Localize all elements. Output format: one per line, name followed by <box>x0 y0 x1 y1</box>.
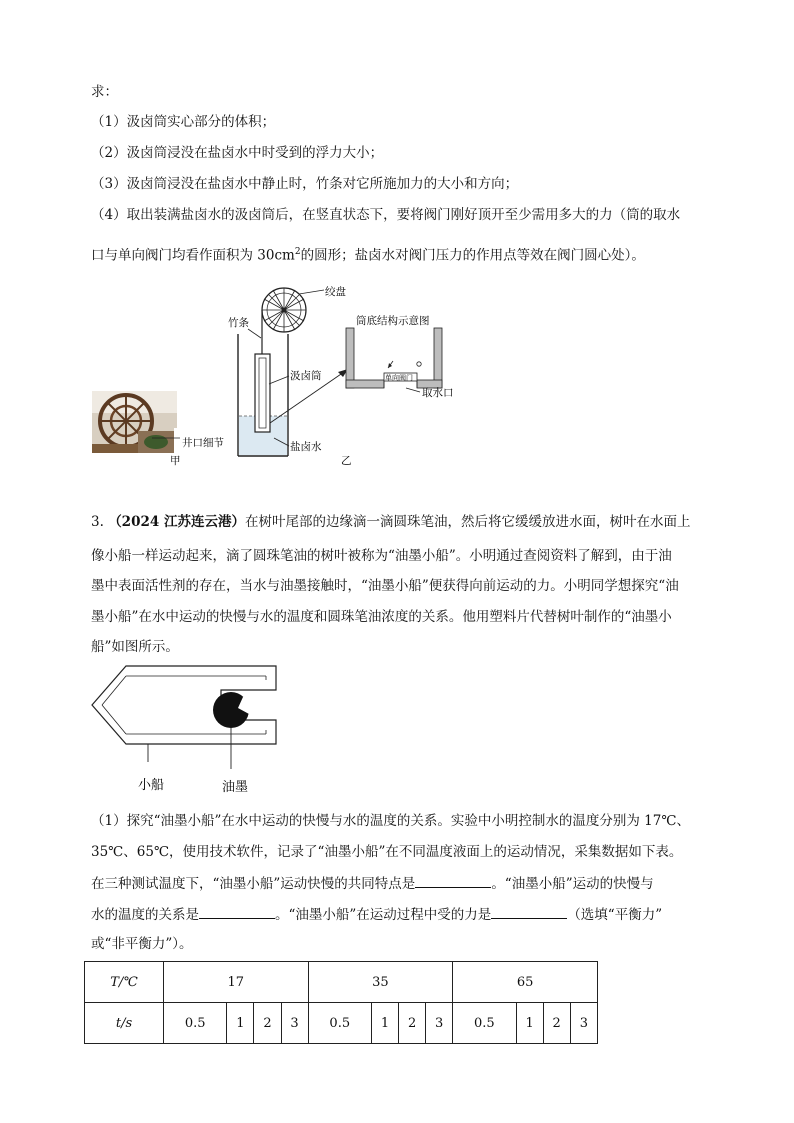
label-well-detail: 井口细节 <box>182 437 224 449</box>
answer-blank-2[interactable] <box>199 904 275 919</box>
q3-source: （2024 江苏连云港） <box>108 514 245 530</box>
table-cell-time: 0.5 <box>453 1003 516 1044</box>
table-cell-temp: 65 <box>453 962 598 1003</box>
q2-intro: 求： <box>91 84 118 100</box>
table-header-temp: T/℃ <box>85 962 164 1003</box>
table-header-time: t/s <box>85 1003 164 1044</box>
table-cell-time: 1 <box>371 1003 398 1044</box>
well-shaft <box>238 334 288 456</box>
q3-1-line-4: 水的温度的关系是 。“油墨小船”在运动过程中受的力是 （选填“平衡力” <box>91 904 662 925</box>
q2-item-4-continued: 口与单向阀门均看作面积为 $30cm^2$的圆形；盐卤水对阀门压力的作用点等效在阀门圆心处）。 <box>91 247 645 264</box>
figure-well-apparatus <box>88 276 468 468</box>
q3-line-3: 墨中表面活性剂的存在，当水与油墨接触时，“油墨小船”便获得向前运动的力。小明同学想探究“油 <box>91 578 679 594</box>
winch-drawing <box>262 288 306 332</box>
q2-item-1: （1）汲卤筒实心部分的体积； <box>91 114 276 130</box>
label-inlet: 取水口 <box>422 387 454 399</box>
label-yi: 乙 <box>341 455 352 467</box>
q2-item-4: （4）取出装满盐卤水的汲卤筒后，在竖直状态下，要将阀门刚好顶开至少需用多大的力（筒的取水 <box>91 207 681 223</box>
q3-line-5: 船”如图所示。 <box>91 639 179 655</box>
label-ink: 油墨 <box>222 780 249 795</box>
table-cell-time: 1 <box>227 1003 254 1044</box>
table-cell-temp: 17 <box>164 962 309 1003</box>
label-jia: 甲 <box>170 455 181 467</box>
answer-blank-3[interactable] <box>491 904 567 919</box>
q3-1-line-2: 35℃、65℃，使用技术软件，记录了“油墨小船”在不同温度液面上的运动情况，采集数据如下表。 <box>91 844 683 860</box>
table-cell-time: 2 <box>399 1003 426 1044</box>
label-winch: 绞盘 <box>325 286 346 298</box>
q3-1-line-5: 或“非平衡力”）。 <box>91 936 193 952</box>
figure-ink-boat <box>88 664 318 798</box>
q3-1-line-3: 在三种测试温度下，“油墨小船”运动快慢的共同特点是 。“油墨小船”运动的快慢与 <box>91 873 654 894</box>
q3-line-4: 墨小船”在水中运动的快慢与水的温度和圆珠笔油浓度的关系。他用塑料片代替树叶制作的“油墨小 <box>91 609 672 625</box>
q2-item-2: （2）汲卤筒浸没在盐卤水中时受到的浮力大小； <box>91 145 384 161</box>
label-bamboo: 竹条 <box>228 317 249 329</box>
data-table <box>84 961 598 1044</box>
q3-line-1: 3. （2024 江苏连云港）在树叶尾部的边缘滴一滴圆珠笔油，然后将它缓缓放进水面，树叶在水面上 <box>91 514 691 530</box>
table-cell-time: 3 <box>426 1003 453 1044</box>
table-cell-time: 3 <box>281 1003 308 1044</box>
q3-1-line-1: （1）探究“油墨小船”在水中运动的快慢与水的温度的关系。实验中小明控制水的温度分别为 17℃、 <box>91 813 690 829</box>
label-boat: 小船 <box>138 778 165 793</box>
table-row <box>85 1003 598 1044</box>
label-brine: 盐卤水 <box>290 441 322 453</box>
q3-line-2: 像小船一样运动起来，滴了圆珠笔油的树叶被称为“油墨小船”。小明通过查阅资料了解到，由于油 <box>91 548 672 564</box>
table-cell-time: 0.5 <box>164 1003 227 1044</box>
table-cell-time: 2 <box>543 1003 570 1044</box>
q2-item-3: （3）汲卤筒浸没在盐卤水中静止时，竹条对它所施加力的大小和方向； <box>91 176 519 192</box>
table-cell-time: 2 <box>254 1003 281 1044</box>
label-tube: 汲卤筒 <box>290 370 322 382</box>
table-cell-time: 3 <box>570 1003 597 1044</box>
table-cell-temp: 35 <box>308 962 453 1003</box>
table-cell-time: 0.5 <box>308 1003 371 1044</box>
label-bottom-structure: 筒底结构示意图 <box>356 315 430 327</box>
well-photo <box>92 391 183 453</box>
label-valve: 单向阀门 <box>385 374 413 382</box>
table-row <box>85 962 598 1003</box>
answer-blank-1[interactable] <box>415 873 491 888</box>
table-cell-time: 1 <box>516 1003 543 1044</box>
